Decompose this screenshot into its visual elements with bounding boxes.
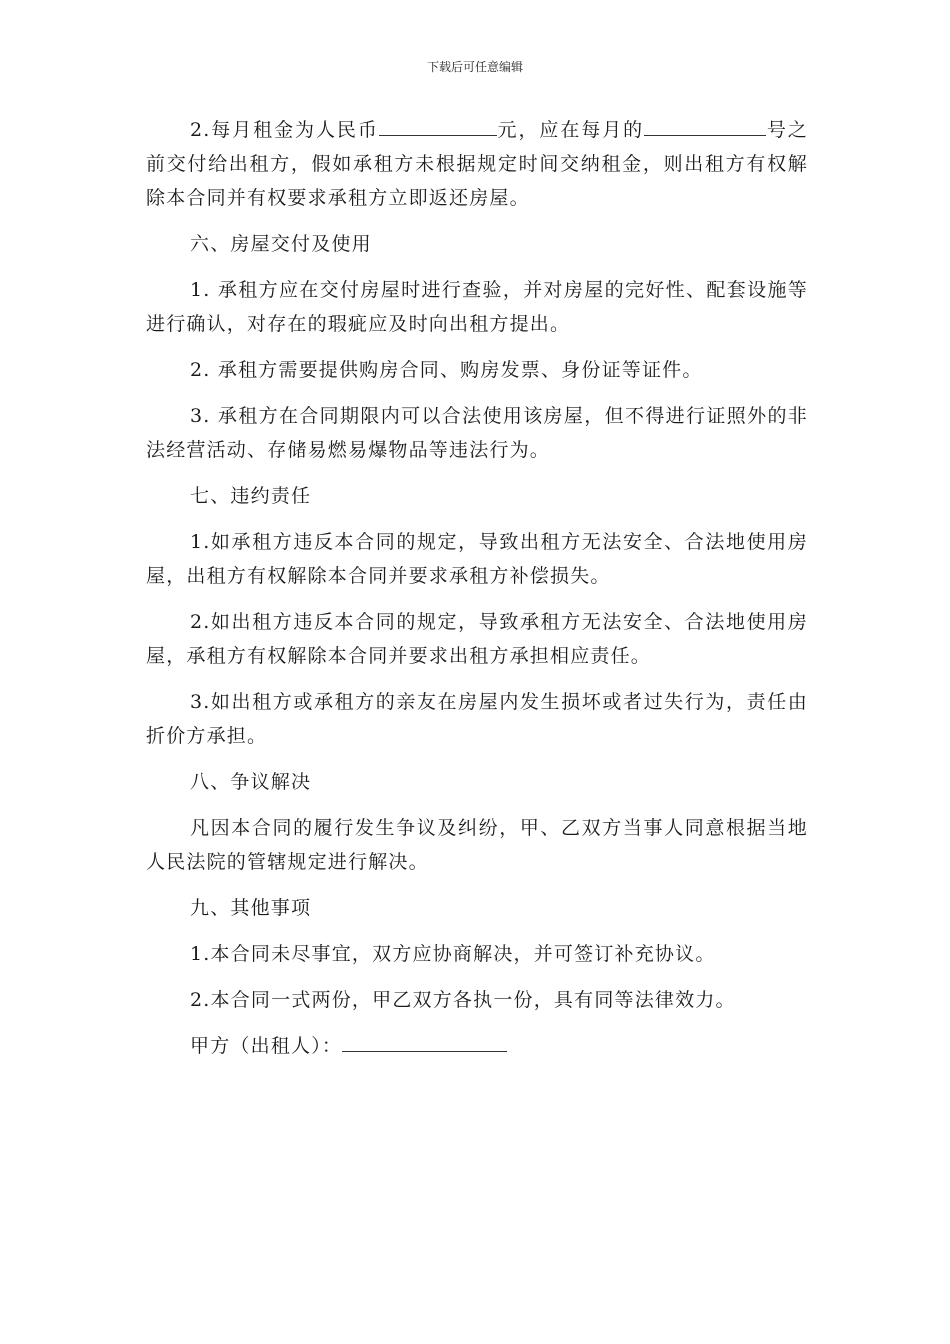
rent-due-day-blank: [644, 115, 766, 136]
section-7-item-1: 1.如承租方违反本合同的规定，导致出租方无法安全、合法地使用房屋，出租方有权解除本合同并要求承租方补偿损失。: [146, 531, 808, 587]
section-6-item-1: 1. 承租方应在交付房屋时进行查验，并对房屋的完好性、配套设施等进行确认，对存在的瑕疵应及时向出租方提出。: [146, 279, 808, 335]
section-7-title: 七、违约责任: [190, 485, 312, 507]
section-8-body: 凡因本合同的履行发生争议及纠纷，甲、乙双方当事人同意根据当地人民法院的管辖规定进行解决。: [146, 817, 808, 873]
rent-clause-part-c: 号之前交付给出租方，假如承租方未根据规定时间交纳租金，则出租方有权解除本合同并有权要求承租方立即返还房屋。: [146, 119, 809, 209]
party-a-signature-blank: [342, 1031, 507, 1052]
section-9-item-1: 1.本合同未尽事宜，双方应协商解决，并可签订补充协议。: [190, 943, 716, 965]
rent-clause-part-a: 2.每月租金为人民币: [190, 119, 379, 141]
section-6-item-3: 3. 承租方在合同期限内可以合法使用该房屋，但不得进行证照外的非法经营活动、存储易燃易爆物品等违法行为。: [146, 405, 808, 461]
section-7-item-2: 2.如出租方违反本合同的规定，导致承租方无法安全、合法地使用房屋，承租方有权解除本合同并要求出租方承担相应责任。: [146, 611, 808, 667]
party-a-label: 甲方（出租人）：: [190, 1035, 343, 1057]
section-9-item-2: 2.本合同一式两份，甲乙双方各执一份，具有同等法律效力。: [190, 989, 736, 1011]
section-6-item-2: 2. 承租方需要提供购房合同、购房发票、身份证等证件。: [190, 359, 703, 381]
page-header: 下载后可任意编辑: [426, 60, 523, 74]
section-6-title: 六、房屋交付及使用: [190, 233, 372, 255]
section-7-item-3: 3.如出租方或承租方的亲友在房屋内发生损坏或者过失行为，责任由折价方承担。: [146, 691, 808, 747]
rent-payment-clause: [146, 113, 808, 215]
signature-line-party-a: [146, 1029, 808, 1063]
contract-body: [146, 113, 808, 1075]
rent-amount-blank: [379, 115, 497, 136]
rent-clause-part-b: 元，应在每月的: [496, 119, 645, 141]
section-9-title: 九、其他事项: [190, 897, 312, 919]
section-8-title: 八、争议解决: [190, 771, 312, 793]
